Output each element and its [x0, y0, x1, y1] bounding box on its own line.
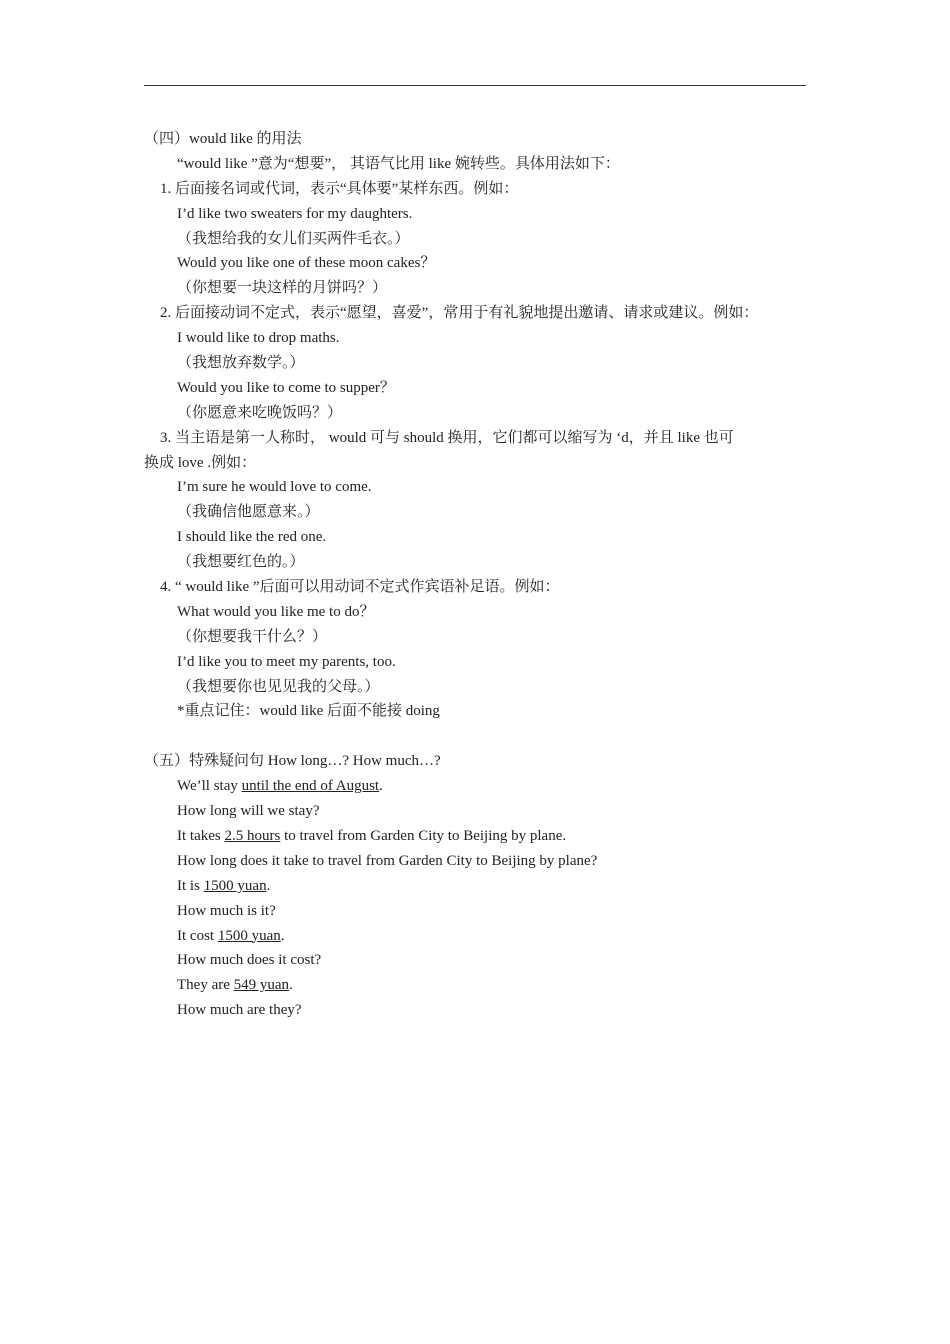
question-sentence: How much are they?: [177, 1002, 302, 1019]
example-sentence: I’d like you to meet my parents, too.: [177, 653, 396, 670]
question-sentence: How long will we stay?: [177, 803, 320, 820]
example-sentence: [144, 774, 806, 799]
example-sentence: I’d like two sweaters for my daughters.: [177, 205, 413, 222]
section-4-intro: “would like ”意为“想要”， 其语气比用 like 婉转些。具体用法如下：: [177, 155, 620, 172]
example-translation: （我想要红色的。）: [177, 554, 305, 571]
example-sentence: I’m sure he would love to come.: [177, 479, 372, 496]
underlined-answer: 1500 yuan: [203, 877, 267, 894]
text: It is: [177, 877, 204, 894]
section-5-title: （五）特殊疑问句 How long…? How much…?: [144, 753, 441, 770]
example-sentence: [144, 973, 806, 998]
example-translation: （我想要你也见见我的父母。）: [177, 678, 380, 695]
example-translation: （我想给我的女儿们买两件毛衣。）: [177, 230, 410, 247]
text: We’ll stay: [177, 778, 242, 795]
text: .: [266, 877, 271, 894]
header-rule: [144, 85, 806, 86]
spacer: [144, 724, 806, 749]
text: It takes: [177, 827, 225, 844]
example-translation: （你想要我干什么？）: [177, 628, 328, 645]
example-sentence: [144, 924, 806, 949]
text: They are: [177, 977, 234, 994]
underlined-answer: 1500 yuan: [217, 927, 281, 944]
example-sentence: Would you like one of these moon cakes？: [177, 255, 436, 272]
example-translation: （我想放弃数学。）: [177, 355, 305, 372]
key-note: *重点记住：would like 后面不能接 doing: [177, 703, 440, 720]
underlined-answer: until the end of August: [241, 778, 380, 795]
example-translation: （我确信他愿意来。）: [177, 504, 320, 521]
point-3-continued: 换成 love .例如：: [144, 454, 257, 471]
point-4: 4. “ would like ”后面可以用动词不定式作宾语补足语。例如：: [160, 579, 560, 596]
example-sentence: Would you like to come to supper？: [177, 379, 395, 396]
section-4-title: （四）would like 的用法: [144, 131, 302, 147]
point-2: 2. 后面接动词不定式，表示“愿望，喜爱”，常用于有礼貌地提出邀请、请求或建议。例如：: [160, 305, 759, 322]
underlined-answer: 549 yuan: [233, 977, 290, 994]
example-sentence: [144, 874, 806, 899]
document-body: [144, 127, 806, 1023]
example-sentence: I should like the red one.: [177, 529, 327, 546]
point-1: 1. 后面接名词或代词，表示“具体要”某样东西。例如：: [160, 180, 519, 197]
example-sentence: I would like to drop maths.: [177, 330, 340, 347]
example-sentence: [144, 824, 806, 849]
text: .: [280, 927, 285, 944]
question-sentence: How long does it take to travel from Garden City to Beijing by plane?: [177, 852, 598, 869]
example-translation: （你愿意来吃晚饭吗？）: [177, 404, 343, 421]
example-sentence: What would you like me to do？: [177, 603, 375, 620]
question-sentence: How much does it cost?: [177, 952, 322, 969]
text: .: [289, 977, 293, 994]
text: .: [379, 778, 383, 795]
point-3: 3. 当主语是第一人称时， would 可与 should 换用，它们都可以缩写为 ‘d，并且 like 也可: [160, 429, 734, 446]
text: to travel from Garden City to Beijing by plane.: [280, 827, 567, 844]
underlined-answer: 2.5 hours: [224, 827, 281, 844]
example-translation: （你想要一块这样的月饼吗？）: [177, 280, 388, 297]
text: It cost: [177, 927, 218, 944]
question-sentence: How much is it?: [177, 902, 276, 919]
